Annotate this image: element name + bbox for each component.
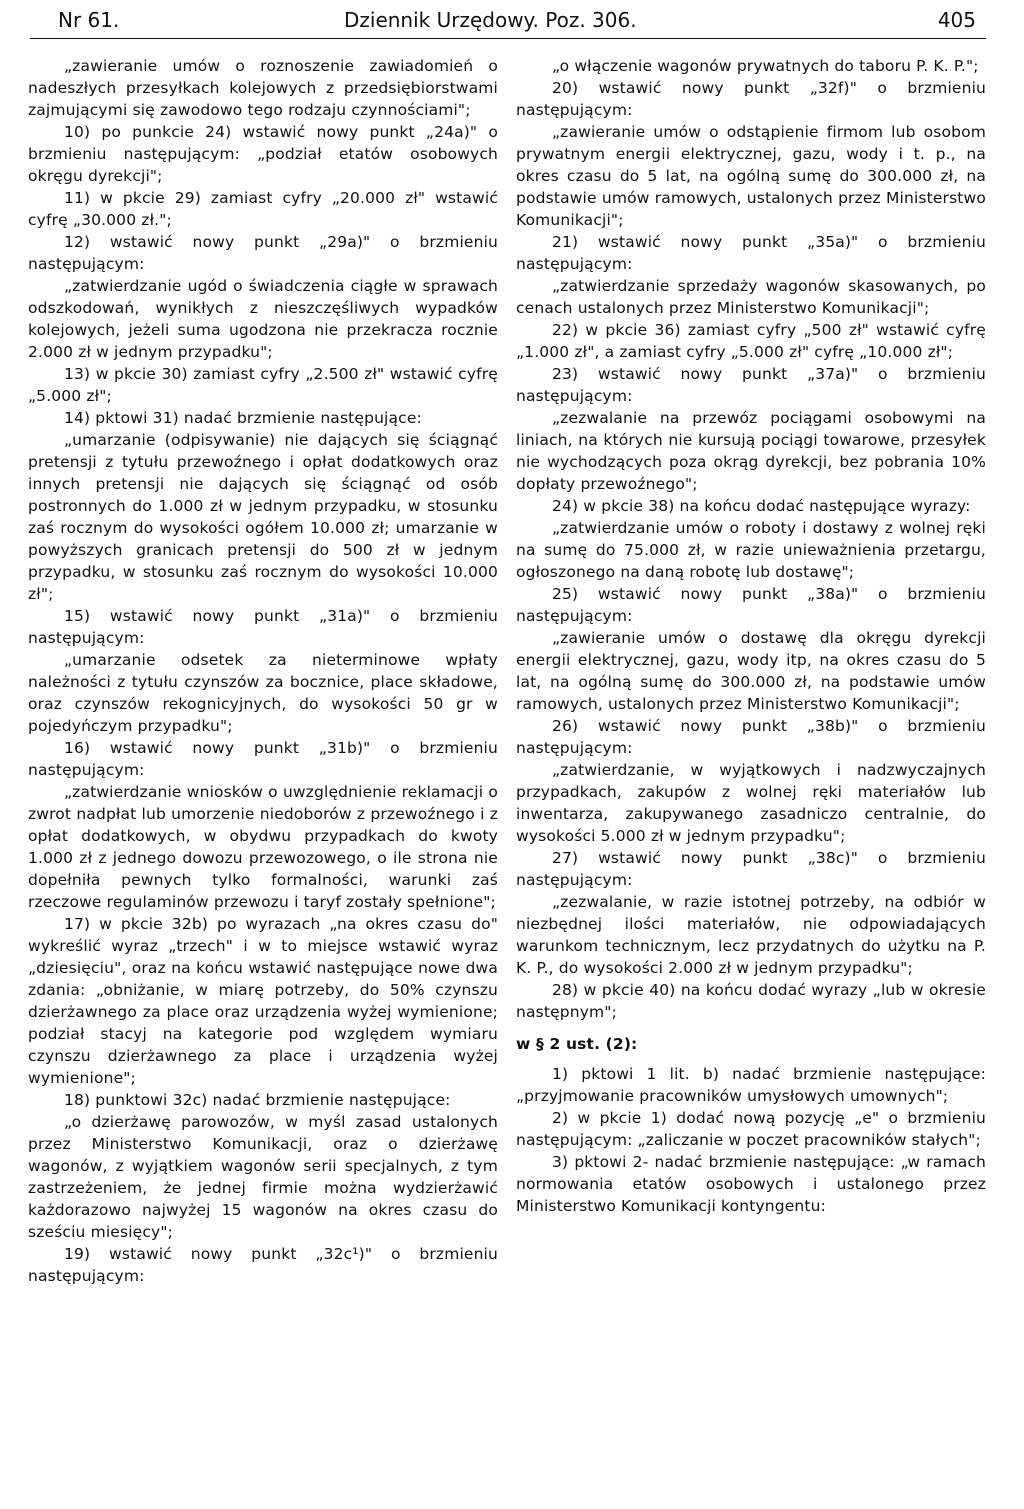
paragraph: 23) wstawić nowy punkt „37a)" o brzmieniu następującym: — [516, 365, 986, 405]
paragraph: 24) w pkcie 38) na końcu dodać następujące wyrazy: — [552, 497, 971, 515]
paragraph: 28) w pkcie 40) na końcu dodać wyrazy „lub w okresie następnym"; — [516, 981, 986, 1021]
paragraph: 21) wstawić nowy punkt „35a)" o brzmieniu następującym: — [516, 233, 986, 273]
page-number: 405 — [937, 8, 976, 32]
paragraph: 12) wstawić nowy punkt „29a)" o brzmieniu następującym: — [28, 233, 498, 273]
paragraph: „umarzanie odsetek za nieterminowe wpłaty należności z tytułu czynszów za bocznice, place składowe, oraz czynszów rekognicyjnych, do wysokości 50 gr w pojedyńczym przypadku"; — [28, 651, 498, 735]
paragraph: 10) po punkcie 24) wstawić nowy punkt „24a)" o brzmieniu następującym: „podział etatów osobowych okręgu dyrekcji"; — [28, 123, 498, 185]
paragraph: 22) w pkcie 36) zamiast cyfry „500 zł" wstawić cyfrę „1.000 zł", a zamiast cyfry „5.000 zł" cyfrę „10.000 zł"; — [516, 321, 986, 361]
paragraph: 15) wstawić nowy punkt „31a)" o brzmieniu następującym: — [28, 607, 498, 647]
paragraph: 18) punktowi 32c) nadać brzmienie następujące: — [64, 1091, 451, 1109]
paragraph: 14) pktowi 31) nadać brzmienie następujące: — [64, 409, 422, 427]
paragraph: 19) wstawić nowy punkt „32c¹)" o brzmieniu następującym: — [28, 1245, 498, 1285]
paragraph: 17) w pkcie 32b) po wyrazach „na okres czasu do" wykreślić wyraz „trzech" i w to miejsce wstawić wyraz „dziesięciu", oraz na końcu wstawić następujące nowe dwa zdania: „obniżanie, w miarę potrzeby, do 50% czynszu dzierżawnego za place oraz urządzenia wyżej wymienione; podział stacyj na kategorie pod względem wymiaru czynszu dzierżawnego za place i urządzenia wyżej wymienione"; — [28, 915, 498, 1087]
left-column — [28, 55, 498, 1287]
paragraph: „zatwierdzanie umów o roboty i dostawy z wolnej ręki na sumę do 75.000 zł, w razie unieważnienia przetargu, ogłoszonego na daną robotę lub dostawę"; — [516, 519, 986, 581]
paragraph: „zezwalanie, w razie istotnej potrzeby, na odbiór w niezbędnej ilości materiałów, nie odpowiadających warunkom technicznym, lecz przydatnych do użytku na P. K. P., do wysokości 2.000 zł w jednym przypadku"; — [516, 893, 986, 977]
page-header — [58, 8, 976, 36]
paragraph: „o dzierżawę parowozów, w myśl zasad ustalonych przez Ministerstwo Komunikacji, oraz o dzierżawę wagonów, z wyjątkiem wagonów serii specjalnych, z tym zastrzeżeniem, że jednej firmie można wydzierżawić każdorazowo najwyżej 15 wagonów na okres czasu do sześciu miesięcy"; — [28, 1113, 498, 1241]
header-rule — [30, 38, 986, 39]
paragraph: 25) wstawić nowy punkt „38a)" o brzmieniu następującym: — [516, 585, 986, 625]
issue-number: Nr 61. — [58, 8, 120, 32]
paragraph: „zatwierdzanie, w wyjątkowych i nadzwyczajnych przypadkach, zakupów z wolnej ręki materiałów lub inwentarza, zakupywanego zasadniczo centralnie, do wysokości 5.000 zł w jednym przypadku"; — [516, 761, 986, 845]
journal-title: Dziennik Urzędowy. Poz. 306. — [344, 8, 637, 32]
paragraph: 11) w pkcie 29) zamiast cyfry „20.000 zł" wstawić cyfrę „30.000 zł."; — [28, 189, 498, 229]
paragraph: 13) w pkcie 30) zamiast cyfry „2.500 zł" wstawić cyfrę „5.000 zł"; — [28, 365, 498, 405]
paragraph: „o włączenie wagonów prywatnych do taboru P. K. P."; — [552, 57, 979, 75]
paragraph: „umarzanie (odpisywanie) nie dających się ściągnąć pretensji z tytułu przewoźnego i opłat dodatkowych oraz innych pretensji nie dających się ściągnąć od osób postronnych do 1.000 zł w jednym przypadku, w stosunku zaś rocznym do wysokości ogółem 10.000 zł; umarzanie w powyższych granicach pretensji do 500 zł w jednym przypadku, w stosunku zaś rocznym do wysokości 10.000 zł"; — [28, 431, 498, 603]
paragraph: „zezwalanie na przewóz pociągami osobowymi na liniach, na których nie kursują pociągi towarowe, przesyłek nie wychodzących poza okrąg dyrekcji, bez pobrania 10% dopłaty przewoźnego"; — [516, 409, 986, 493]
paragraph: 16) wstawić nowy punkt „31b)" o brzmieniu następującym: — [28, 739, 498, 779]
paragraph: 1) pktowi 1 lit. b) nadać brzmienie następujące: „przyjmowanie pracowników umysłowych umownych"; — [516, 1065, 986, 1105]
paragraph: „zatwierdzanie sprzedaży wagonów skasowanych, po cenach ustalonych przez Ministerstwo Komunikacji"; — [516, 277, 986, 317]
paragraph: 27) wstawić nowy punkt „38c)" o brzmieniu następującym: — [516, 849, 986, 889]
right-column — [516, 55, 986, 1217]
paragraph: „zatwierdzanie ugód o świadczenia ciągłe w sprawach odszkodowań, wynikłych z nieszczęśliwych wypadków kolejowych, jeżeli suma ugodzona nie przekracza rocznie 2.000 zł w jednym przypadku"; — [28, 277, 498, 361]
paragraph: 26) wstawić nowy punkt „38b)" o brzmieniu następującym: — [516, 717, 986, 757]
paragraph: „zawieranie umów o dostawę dla okręgu dyrekcji energii elektrycznej, gazu, wody itp, na okres czasu do 5 lat, na ogólną sumę do 300.000 zł, na podstawie umów ramowych, ustalonych przez Ministerstwo Komunikacji"; — [516, 629, 986, 713]
section-heading: w § 2 ust. (2): — [516, 1035, 638, 1053]
paragraph: 20) wstawić nowy punkt „32f)" o brzmieniu następującym: — [516, 79, 986, 119]
paragraph: „zawieranie umów o roznoszenie zawiadomień o nadeszłych przesyłkach kolejowych z przedsiębiorstwami zajmującymi się zawodowo tego rodzaju czynnościami"; — [28, 57, 498, 119]
paragraph: 3) pktowi 2- nadać brzmienie następujące: „w ramach normowania etatów osobowych i ustalonego przez Ministerstwo Komunikacji kontyngentu: — [516, 1153, 986, 1215]
paragraph: „zatwierdzanie wniosków o uwzględnienie reklamacji o zwrot nadpłat lub umorzenie niedoborów z przewoźnego i z opłat dodatkowych, w obydwu przypadkach do kwoty 1.000 zł z jednego dowozu przewozowego, o ile strona nie dopełniła pewnych tylko formalności, warunki zaś rzeczowe regulaminów przewozu i taryf zostały spełnione"; — [28, 783, 498, 911]
paragraph: „zawieranie umów o odstąpienie firmom lub osobom prywatnym energii elektrycznej, gazu, wody i t. p., na okres czasu do 5 lat, na ogólną sumę do 300.000 zł, na podstawie umów ramowych, ustalonych przez Ministerstwo Komunikacji"; — [516, 123, 986, 229]
paragraph: 2) w pkcie 1) dodać nową pozycję „e" o brzmieniu następującym: „zaliczanie w poczet pracowników stałych"; — [516, 1109, 986, 1149]
